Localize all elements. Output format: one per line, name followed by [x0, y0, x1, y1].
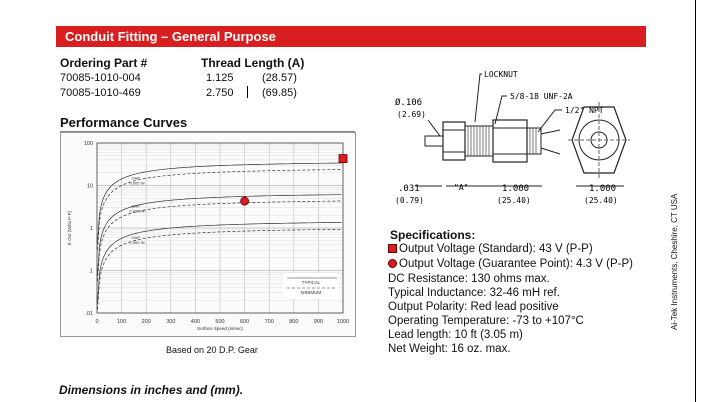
spec-item	[388, 329, 523, 341]
thread-mm: (28.57)	[262, 72, 297, 84]
drawing-dia-in: Ø.106	[395, 98, 423, 108]
x-tick-label: 1000	[336, 319, 350, 325]
x-tick-label: 0	[95, 319, 99, 325]
spec-text: Net Weight: 16 oz. max.	[388, 343, 511, 355]
series-label: 0.005 IN	[129, 180, 145, 186]
legend-label: MINIMUM	[300, 290, 322, 295]
spec-text: Output Voltage (Guarantee Point): 4.3 V (P-P)	[399, 258, 633, 270]
x-tick-label: 400	[190, 319, 200, 325]
legend-box	[283, 273, 339, 299]
section-header	[56, 26, 646, 47]
leader-line	[475, 74, 482, 122]
drawing-d2-mm: (25.40)	[497, 196, 531, 205]
text-cursor	[247, 86, 248, 98]
probe-tip	[425, 136, 443, 146]
page-edge	[695, 0, 696, 402]
spec-item	[388, 301, 559, 313]
leader-line	[428, 120, 440, 136]
legend-label: TYPICAL	[301, 280, 321, 285]
drawing-d3-mm: (25.40)	[584, 196, 618, 205]
drawing-d1-mm: (0.79)	[395, 196, 424, 205]
series-label: 0.030 IN	[129, 208, 145, 214]
y-tick-label: 10	[86, 183, 93, 190]
x-tick-label: 200	[141, 319, 151, 325]
section-title: Conduit Fitting – General Purpose	[65, 29, 276, 44]
series-label: GAP	[131, 175, 140, 181]
x-tick-label: 300	[166, 319, 176, 325]
thread-inch: 1.125	[206, 72, 234, 84]
spec-text: Lead length: 10 ft (3.05 m)	[388, 329, 523, 341]
spec-text: Typical Inductance: 32-46 mH ref.	[388, 287, 560, 299]
series-label: 0.060 IN	[129, 240, 145, 246]
thread-hatching	[468, 126, 489, 156]
square-marker	[339, 155, 347, 163]
y-tick-label: .1	[88, 268, 93, 275]
drawing-a: "A"	[454, 183, 469, 192]
thread-mm: (69.85)	[262, 87, 297, 99]
npt-hatching	[530, 128, 536, 154]
x-tick-label: 700	[264, 319, 274, 325]
drawing-d2-in: 1.000	[502, 184, 530, 194]
drawing-label-locknut: LOCKNUT	[484, 70, 518, 79]
cable	[541, 130, 560, 154]
drawing-dia-mm: (2.69)	[397, 110, 426, 119]
circle-marker	[241, 197, 249, 205]
x-tick-label: 100	[117, 319, 127, 325]
spec-item	[388, 258, 633, 270]
performance-chart	[60, 132, 356, 337]
y-tick-label: .01	[85, 311, 93, 317]
dimensions-note: Dimensions in inches and (mm).	[59, 383, 244, 397]
chart-svg	[61, 133, 355, 336]
x-tick-label: 500	[215, 319, 225, 325]
spec-text: Output Polarity: Red lead positive	[388, 301, 559, 313]
drawing-label-npt: 1/2" NPT	[565, 106, 604, 115]
y-tick-label: 100	[83, 141, 93, 147]
square-marker-icon	[388, 244, 397, 253]
drawing-d1-in: .031	[398, 184, 420, 194]
series-label: GAP	[131, 235, 140, 241]
part-number: 70085-1010-469	[60, 87, 141, 99]
drawing-label-thread: 5/8-18 UNF-2A	[510, 92, 573, 101]
thread-inch: 2.750	[206, 87, 234, 99]
x-tick-label: 900	[313, 319, 323, 325]
locknut-shape	[443, 122, 465, 160]
leader-line	[538, 110, 562, 132]
ordering-part-header: Ordering Part #	[60, 56, 148, 70]
drawing-d3-in: 1.000	[589, 184, 617, 194]
y-tick-label: 1	[89, 226, 93, 232]
chart-caption: Based on 20 D.P. Gear	[166, 345, 258, 355]
performance-title: Performance Curves	[60, 115, 188, 130]
x-tick-label: 600	[240, 319, 250, 325]
company-credit: Ai-Tek Instruments, Cheshire, CT USA	[670, 193, 679, 330]
spec-text: Operating Temperature: -73 to +107°C	[388, 315, 584, 327]
spec-item	[388, 243, 593, 255]
spec-item	[388, 273, 550, 285]
fitting-drawing	[370, 62, 670, 212]
npt-thread	[527, 128, 541, 154]
hex-nut	[493, 120, 527, 162]
x-tick-label: 800	[289, 319, 299, 325]
spec-item	[388, 343, 511, 355]
y-axis-label: E Out (Volts P-P)	[67, 210, 72, 246]
part-number: 70085-1010-004	[60, 72, 141, 84]
spec-text: DC Resistance: 130 ohms max.	[388, 273, 550, 285]
spec-item	[388, 315, 584, 327]
thread-length-header: Thread Length (A)	[201, 56, 305, 70]
specifications-title: Specifications:	[390, 228, 476, 242]
circle-marker-icon	[388, 259, 397, 268]
spec-text: Output Voltage (Standard): 43 V (P-P)	[399, 243, 593, 255]
spec-item	[388, 287, 560, 299]
series-label: GAP	[131, 203, 140, 209]
x-axis-label: Surface Speed (in/sec)	[197, 326, 243, 331]
